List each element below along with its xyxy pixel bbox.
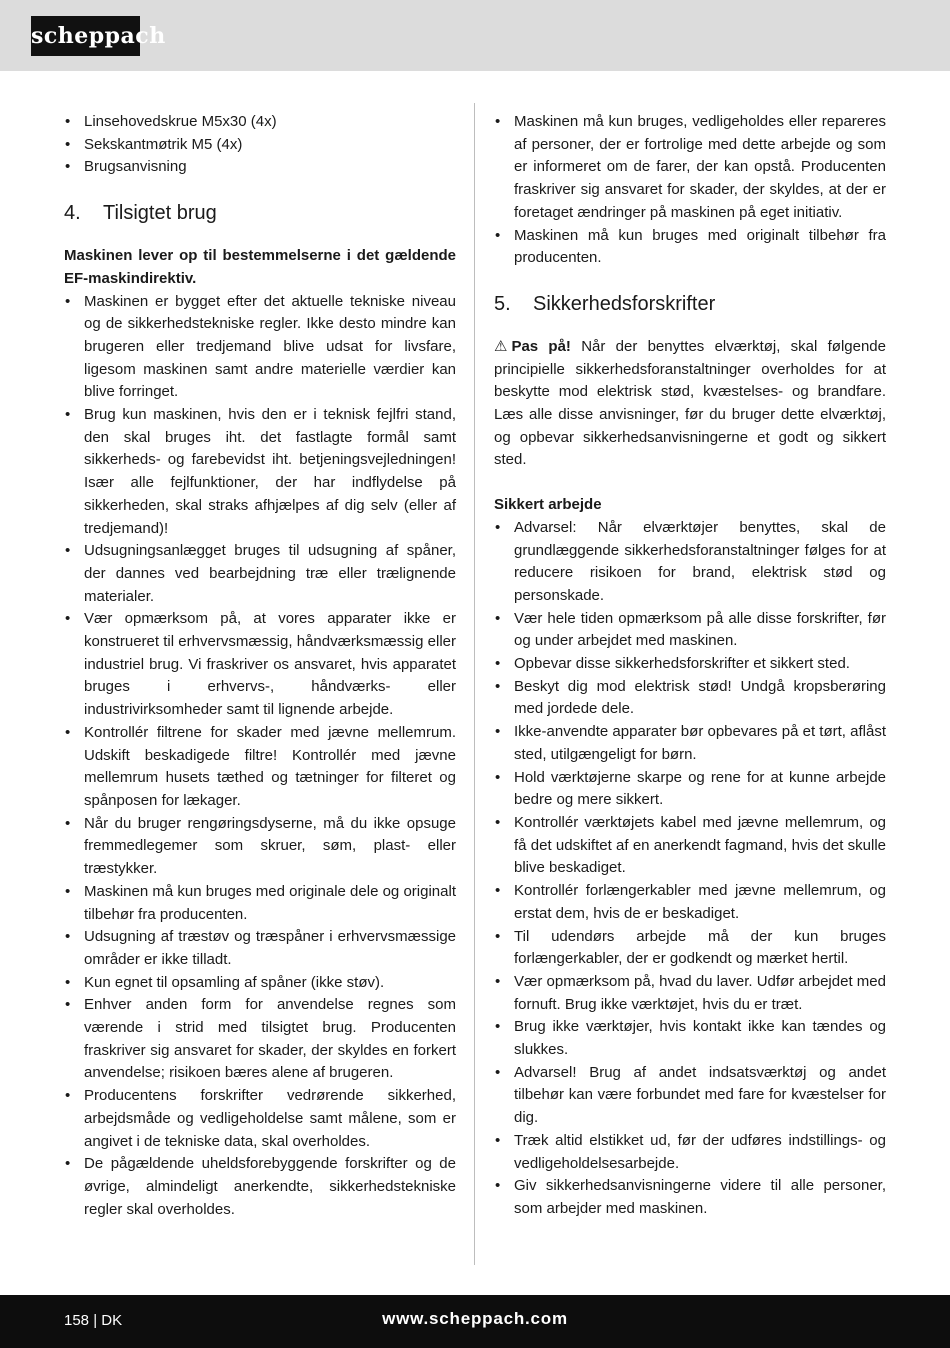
warning-triangle-icon: ⚠ xyxy=(494,337,508,355)
page-footer xyxy=(0,1295,950,1348)
website-url: www.scheppach.com xyxy=(382,1309,568,1328)
section-title: Sikkerhedsforskrifter xyxy=(533,292,716,315)
list-item: • Vær opmærksom på, hvad du laver. Udfør arbejdet med fornuft. Brug ikke værktøjet, hvis du er træt. xyxy=(494,971,886,1016)
list-item: • Enhver anden form for anvendelse regnes som værende i strid med tilsigtet brug. Producenten fraskriver sig ansvaret for skader, der skyldes en forkert anvendelse; risikoen bæres alene af brugeren. xyxy=(64,994,456,1085)
section-title: Tilsigtet brug xyxy=(103,202,217,225)
column-divider xyxy=(474,103,475,1265)
list-item: • Træk altid elstikket ud, før der udføres indstillings- og vedligeholdelsesarbejde. xyxy=(494,1130,886,1175)
warning-label: Pas på! xyxy=(511,337,571,355)
list-item: • Hold værktøjerne skarpe og rene for at kunne arbejde bedre og mere sikkert. xyxy=(494,767,886,812)
intended-use-list xyxy=(64,291,456,1222)
list-item: • Giv sikkerhedsanvisningerne videre til alle personer, som arbejder med maskinen. xyxy=(494,1175,886,1220)
list-item: • Brug ikke værktøjer, hvis kontakt ikke kan tændes og slukkes. xyxy=(494,1016,886,1061)
maintenance-list xyxy=(494,111,886,270)
list-item: • Opbevar disse sikkerhedsforskrifter et sikkert sted. xyxy=(494,653,886,676)
right-column xyxy=(494,111,886,1221)
list-item: • Sekskantmøtrik M5 (4x) xyxy=(64,134,456,157)
page-number: 158 | DK xyxy=(64,1312,123,1329)
list-item: • Udsugning af træstøv og træspåner i erhvervsmæssige områder er ikke tilladt. xyxy=(64,926,456,971)
section-heading-5 xyxy=(494,292,886,316)
list-item: • Kontrollér filtrene for skader med jævne mellemrum. Udskift beskadigede filtre! Kontrollér med jævne mellemrum husets tæthed og tætninger for filteret og spånposen for lækager. xyxy=(64,722,456,813)
section-number: 4. xyxy=(64,202,81,225)
list-item: • Vær opmærksom på, at vores apparater ikke er konstrueret til erhvervsmæssig, håndværksmæssig eller industriel brug. Vi fraskriver os ansvaret, hvis apparatet bruges i erhvervs-, håndværks- eller industrivirksomheder samt til lignende arbejde. xyxy=(64,608,456,722)
section-heading-4 xyxy=(64,201,456,225)
warning-text: Når der benyttes elværktøj, skal følgende principielle sikkerhedsforanstaltninger overholdes for at beskytte mod elektrisk stød, kvæstelses- og brandfare. Læs alle disse anvisninger, før du bruger dette elværktøj, og opbevar sikkerhedsanvisningerne et godt og sikkert sted. xyxy=(494,337,886,469)
list-item: • Kontrollér værktøjets kabel med jævne mellemrum, og få det udskiftet af en anerkendt fagmand, hvis det skulle blive beskadiget. xyxy=(494,812,886,880)
list-item: • Linsehovedskrue M5x30 (4x) xyxy=(64,111,456,134)
section-number: 5. xyxy=(494,292,511,315)
list-item: • Advarsel! Brug af andet indsatsværktøj og andet tilbehør kan være forbundet med fare for kvæstelser for dig. xyxy=(494,1062,886,1130)
list-item: • Maskinen må kun bruges med originalt tilbehør fra producenten. xyxy=(494,225,886,270)
parts-list xyxy=(64,111,456,179)
list-item: • Maskinen må kun bruges, vedligeholdes eller repareres af personer, der er fortrolige med dette arbejde og som er informeret om de farer, der kan opstå. Producenten fraskriver sig ansvaret for skader, der skyldes, at der er foretaget ændringer på maskinen på eget initiativ. xyxy=(494,111,886,225)
page-header xyxy=(0,0,950,71)
list-item: • Når du bruger rengøringsdyserne, må du ikke opsuge fremmedlegemer som skruer, søm, plast- eller træstykker. xyxy=(64,813,456,881)
list-item: • Beskyt dig mod elektrisk stød! Undgå kropsberøring med jordede dele. xyxy=(494,676,886,721)
list-item: • De pågældende uheldsforebyggende forskrifter og de øvrige, almindeligt anerkendte, sikkerhedstekniske regler skal overholdes. xyxy=(64,1153,456,1221)
safety-list xyxy=(494,517,886,1221)
list-item: • Maskinen må kun bruges med originale dele og originalt tilbehør fra producenten. xyxy=(64,881,456,926)
left-column xyxy=(64,111,456,1221)
list-item: • Brug kun maskinen, hvis den er i teknisk fejlfri stand, den skal bruges iht. det fastlagte formål samt sikkerheds- og farebevidst iht. betjeningsvejledningen! Især alle fejlfunktioner, der har indflydelse på sikkerheden, skal straks afhjælpes af dig selv (eller af tredjemand)! xyxy=(64,404,456,540)
list-item: • Kontrollér forlængerkabler med jævne mellemrum, og erstat dem, hvis de er beskadiget. xyxy=(494,880,886,925)
list-item: • Brugsanvisning xyxy=(64,156,456,179)
warning-paragraph xyxy=(494,336,886,472)
list-item: • Producentens forskrifter vedrørende sikkerhed, arbejdsmåde og vedligeholdelse samt målene, som er angivet i de tekniske data, skal overholdes. xyxy=(64,1085,456,1153)
list-item: • Advarsel: Når elværktøjer benyttes, skal de grundlæggende sikkerhedsforanstaltninger følges for at reducere risikoen for brand, elektrisk stød og personskade. xyxy=(494,517,886,608)
list-item: • Ikke-anvendte apparater bør opbevares på et tørt, aflåst sted, utilgængeligt for børn. xyxy=(494,721,886,766)
list-item: • Udsugningsanlægget bruges til udsugning af spåner, der dannes ved bearbejdning træ eller trælignende materialer. xyxy=(64,540,456,608)
list-item: • Kun egnet til opsamling af spåner (ikke støv). xyxy=(64,972,456,995)
list-item: • Maskinen er bygget efter det aktuelle tekniske niveau og de sikkerhedstekniske regler. Ikke desto mindre kan brugeren eller tredjemand blive udsat for livsfare, ligesom maskinen samt andre materielle værdier kan blive forringet. xyxy=(64,291,456,405)
list-item: • Vær hele tiden opmærksom på alle disse forskrifter, før og under arbejdet med maskinen. xyxy=(494,608,886,653)
scheppach-logo: scheppach xyxy=(31,16,140,56)
list-item: • Til udendørs arbejde må der kun bruges forlængerkabler, der er godkendt og mærket hertil. xyxy=(494,926,886,971)
subheading-safe-work: Sikkert arbejde xyxy=(494,496,602,514)
intro-paragraph: Maskinen lever op til bestemmelserne i det gældende EF-maskindirektiv. xyxy=(64,247,456,287)
